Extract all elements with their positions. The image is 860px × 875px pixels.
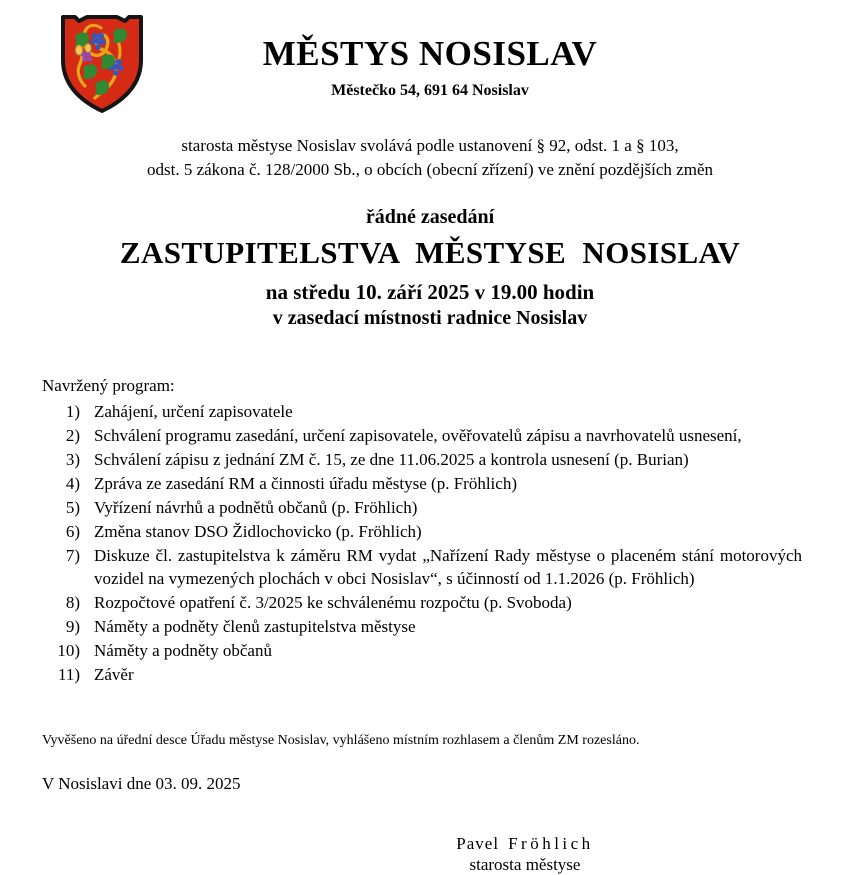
agenda-item [42, 401, 802, 424]
organization-title: MĚSTYS NOSISLAV [262, 34, 598, 73]
agenda-item-number: 5) [65, 498, 80, 517]
place-and-date: V Nosislavi dne 03. 09. 2025 [42, 774, 241, 794]
agenda-item-number: 2) [65, 426, 80, 446]
agenda-item-number: 7) [65, 545, 80, 565]
agenda-item-number: 3) [65, 450, 80, 470]
signatory-name [190, 834, 860, 854]
agenda-item-text: Zahájení, určení zapisovatele [94, 402, 293, 422]
agenda-item [42, 640, 802, 663]
agenda-item-text: Rozpočtové opatření č. 3/2025 ke schválenému rozpočtu (p. Svoboda) [94, 592, 572, 612]
agenda-item-number: 8) [65, 592, 80, 612]
agenda-item-number: 4) [65, 474, 80, 494]
agenda-item-number: 6) [65, 521, 80, 541]
headline-datetime: na středu 10. září 2025 v 19.00 hodin [265, 280, 595, 305]
headline-location: v zasedací místnosti radnice Nosislav [272, 307, 588, 330]
agenda-item [42, 497, 802, 520]
agenda-item-text: Změna stanov DSO Židlochovicko (p. Fröhlich) [94, 521, 422, 541]
legal-intro-line-2: odst. 5 zákona č. 128/2000 Sb., o obcích (obecní zřízení) ve znění pozdějších změn [146, 160, 713, 180]
agenda-item-number: 11) [57, 664, 80, 684]
agenda-item [42, 449, 802, 472]
agenda-item [42, 545, 802, 591]
agenda-item [42, 616, 802, 639]
document-header [0, 0, 860, 120]
signatory-given-name: Pavel [456, 834, 500, 854]
agenda-item [42, 425, 802, 448]
signatory-role: starosta městyse [469, 855, 581, 875]
agenda-item-text: Schválení programu zasedání, určení zapisovatele, ověřovatelů zápisu a navrhovatelů usnesení, [94, 426, 742, 446]
posting-note: Vyvěšeno na úřední desce Úřadu městyse Nosislav, vyhlášeno místním rozhlasem a členům ZM rozesláno. [42, 732, 640, 748]
agenda-item-text: Náměty a podněty občanů [94, 640, 272, 660]
agenda-heading: Navržený program: [42, 376, 175, 396]
agenda-item [42, 592, 802, 615]
headline-kicker: řádné zasedání [365, 206, 495, 229]
headline-body: ZASTUPITELSTVA MĚSTYSE NOSISLAV [119, 235, 741, 271]
agenda-item-text: Závěr [94, 664, 134, 684]
legal-intro-line-1: starosta městyse Nosislav svolává podle ustanovení § 92, odst. 1 a § 103, [181, 136, 679, 155]
agenda-item-number: 9) [65, 616, 80, 636]
agenda-item-number: 1) [65, 402, 80, 422]
agenda-item [42, 664, 802, 687]
agenda-item-text: Schválení zápisu z jednání ZM č. 15, ze dne 11.06.2025 a kontrola usnesení (p. Burian) [94, 450, 689, 470]
signature-block [0, 834, 860, 875]
agenda-item-number: 10) [57, 640, 80, 660]
organization-address: Městečko 54, 691 64 Nosislav [331, 81, 529, 99]
agenda-item [42, 521, 802, 544]
header-titles [0, 36, 860, 100]
meeting-headline [0, 206, 860, 330]
agenda-item-text: Diskuze čl. zastupitelstva k záměru RM vydat „Nařízení Rady městyse o placeném stání motorových vozidel na vymezených plochách v obci Nosislav“, s účinností od 1.1.2026 (p. Fröhlich) [94, 545, 802, 588]
agenda-item [42, 473, 802, 496]
agenda-item-text: Náměty a podněty členů zastupitelstva městyse [94, 616, 416, 636]
signatory-surname: Fröhlich [508, 834, 594, 854]
agenda-item-text: Zpráva ze zasedání RM a činnosti úřadu městyse (p. Fröhlich) [94, 474, 517, 494]
agenda-list [42, 401, 802, 686]
agenda-section [0, 376, 860, 686]
legal-intro [0, 134, 860, 182]
agenda-item-text: Vyřízení návrhů a podnětů občanů (p. Fröhlich) [94, 498, 418, 517]
